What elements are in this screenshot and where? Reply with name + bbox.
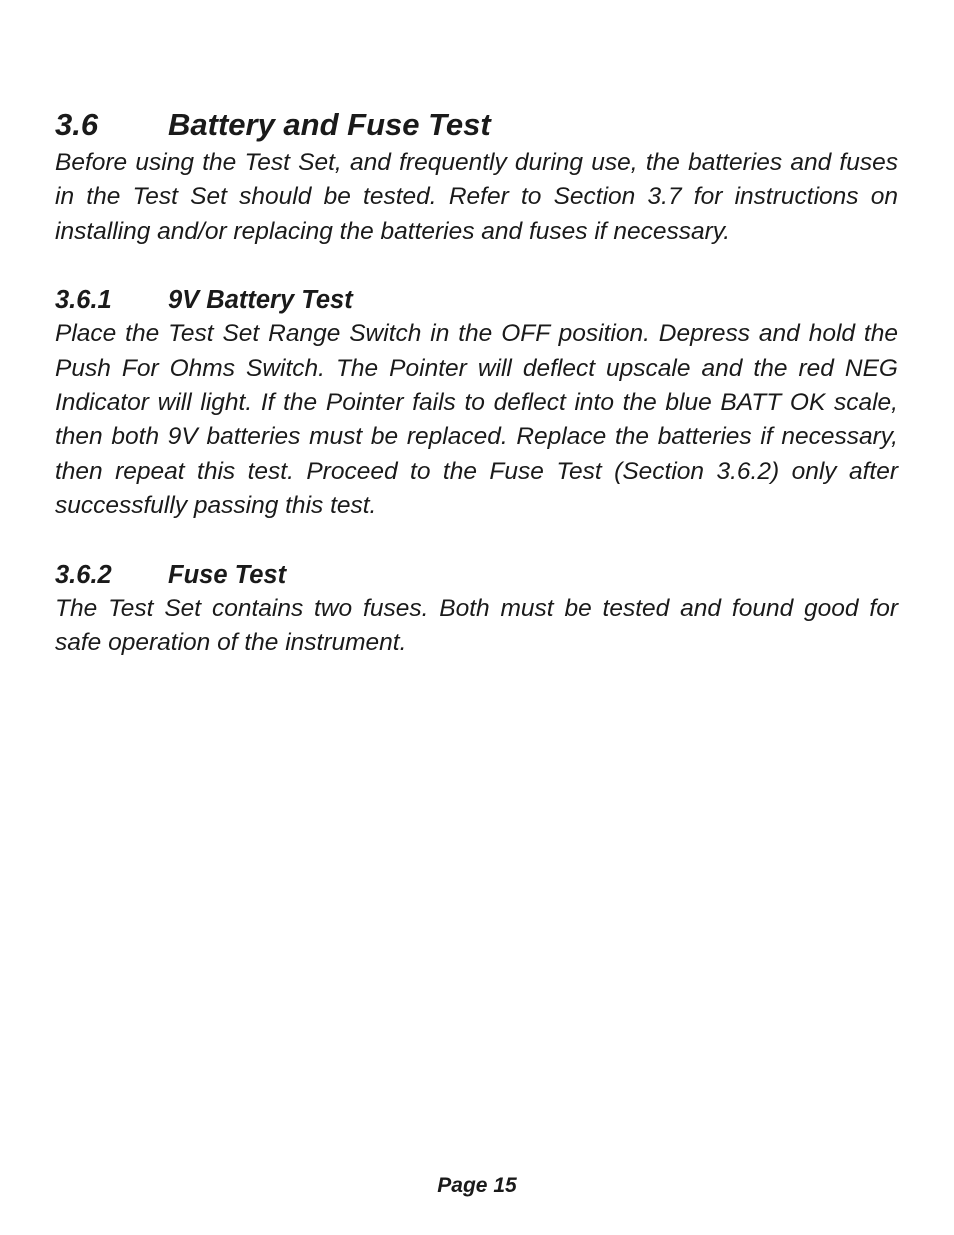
section-heading [55,104,898,146]
page-number: Page 15 [437,1174,517,1197]
spacer [55,524,898,558]
subsection-body-fuse: The Test Set contains two fuses. Both must be tested and found good for safe operation of the instrument. [55,594,898,657]
subsection-number: 3.6.1 [55,286,112,315]
section-body: Before using the Test Set, and frequently during use, the batteries and fuses in the Test Set should be tested. Refer to Section 3.7 for instructions on installing and/or replacing the batteries and fuses if necessary. [55,149,898,245]
subsection-title: Fuse Test [168,560,287,589]
section-title: Battery and Fuse Test [168,107,491,142]
subsection-body-battery: Place the Test Set Range Switch in the OFF position. Depress and hold the Push For Ohms Switch. The Pointer will deflect upscale and the red NEG Indicator will light. If the Pointer fails to deflect into the blue BATT OK scale, then both 9V batteries must be replaced. Replace the batteries if necessary, then repeat this test. Proceed to the Fuse Test (Section 3.6.2) only after successfully passing this test. [55,320,898,520]
page-content [55,104,898,660]
spacer [55,249,898,283]
subsection-title: 9V Battery Test [168,286,353,315]
subsection-number: 3.6.2 [55,560,112,589]
section-number: 3.6 [55,107,99,142]
subsection-heading-battery [55,283,898,317]
subsection-heading-fuse [55,558,898,592]
